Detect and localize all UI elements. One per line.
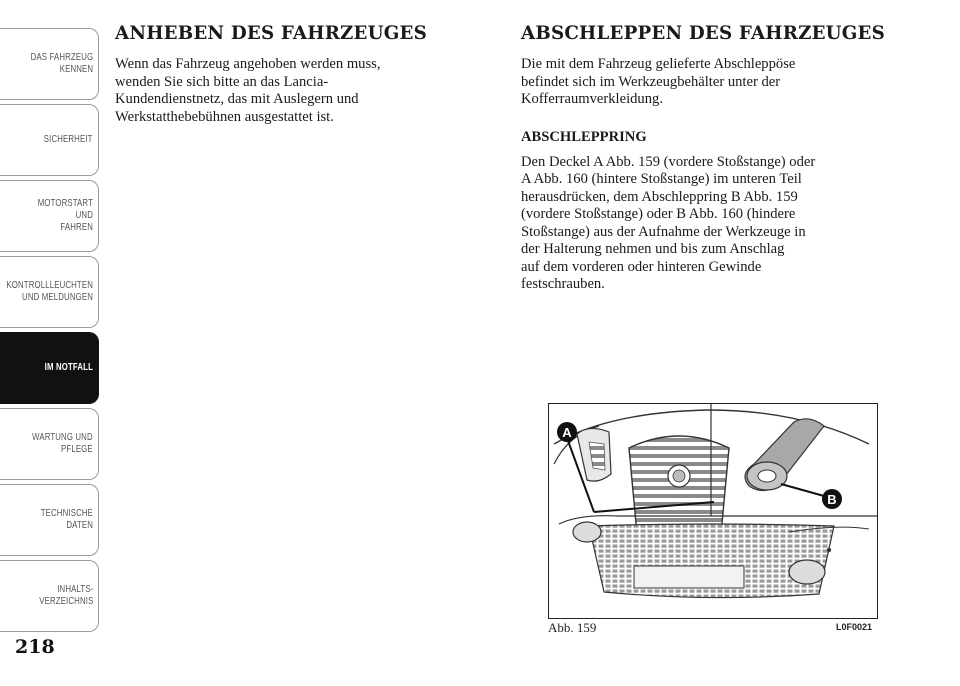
subheading-abschleppring: ABSCHLEPPRING bbox=[521, 128, 647, 145]
heading-anheben: ANHEBEN DES FAHRZEUGES bbox=[115, 22, 427, 44]
left-column bbox=[115, 22, 475, 136]
svg-text:A: A bbox=[562, 425, 572, 440]
tab-kontrollleuchten[interactable]: KONTROLLLEUCHTEN UND MELDUNGEN bbox=[0, 256, 99, 328]
page-number: 218 bbox=[15, 636, 55, 658]
right-column bbox=[521, 22, 906, 304]
tab-technische-daten[interactable]: TECHNISCHE DATEN bbox=[0, 484, 99, 556]
figure-car-front-bumper bbox=[548, 403, 878, 619]
car-front-illustration bbox=[549, 404, 878, 619]
paragraph-abschleppen-intro: Die mit dem Fahrzeug gelieferte Abschleppöse befindet sich im Werkzeugbehälter unter der Kofferraumverkleidung. bbox=[521, 56, 796, 107]
figure-code: L0F0021 bbox=[836, 622, 873, 632]
figure-caption: Abb. 159 bbox=[548, 620, 597, 635]
callout-b bbox=[822, 489, 842, 509]
tab-im-notfall[interactable]: IM NOTFALL bbox=[0, 332, 99, 404]
svg-text:B: B bbox=[827, 492, 837, 507]
heading-abschleppen: ABSCHLEPPEN DES FAHRZEUGES bbox=[521, 22, 886, 44]
tab-inhaltsverzeichnis[interactable]: INHALTS- VERZEICHNIS bbox=[0, 560, 99, 632]
tab-das-fahrzeug-kennen[interactable]: DAS FAHRZEUG KENNEN bbox=[0, 28, 99, 100]
tab-wartung-und-pflege[interactable]: WARTUNG UND PFLEGE bbox=[0, 408, 99, 480]
paragraph-abschleppring: Den Deckel A Abb. 159 (vordere Stoßstange) oder A Abb. 160 (hintere Stoßstange) im unteren Teil herausdrücken, dem Abschleppring B Abb. 159 (vordere Stoßstange) oder B Abb. 160 (hindere Stoßstange) aus der Aufnahme der Werkzeuge in der Halterung nehmen und bis zum Anschlag auf dem vorderen oder hinteren Gewinde festschrauben. bbox=[521, 153, 816, 292]
callout-a bbox=[557, 422, 577, 442]
tab-motorstart-und-fahren[interactable]: MOTORSTART UND FAHREN bbox=[0, 180, 99, 252]
tab-sicherheit[interactable]: SICHERHEIT bbox=[0, 104, 99, 176]
paragraph-anheben: Wenn das Fahrzeug angehoben werden muss, wenden Sie sich bitte an das Lancia- Kundendienstnetz, das mit Auslegern und Werkstatthebebühnen ausgestattet ist. bbox=[115, 56, 381, 125]
